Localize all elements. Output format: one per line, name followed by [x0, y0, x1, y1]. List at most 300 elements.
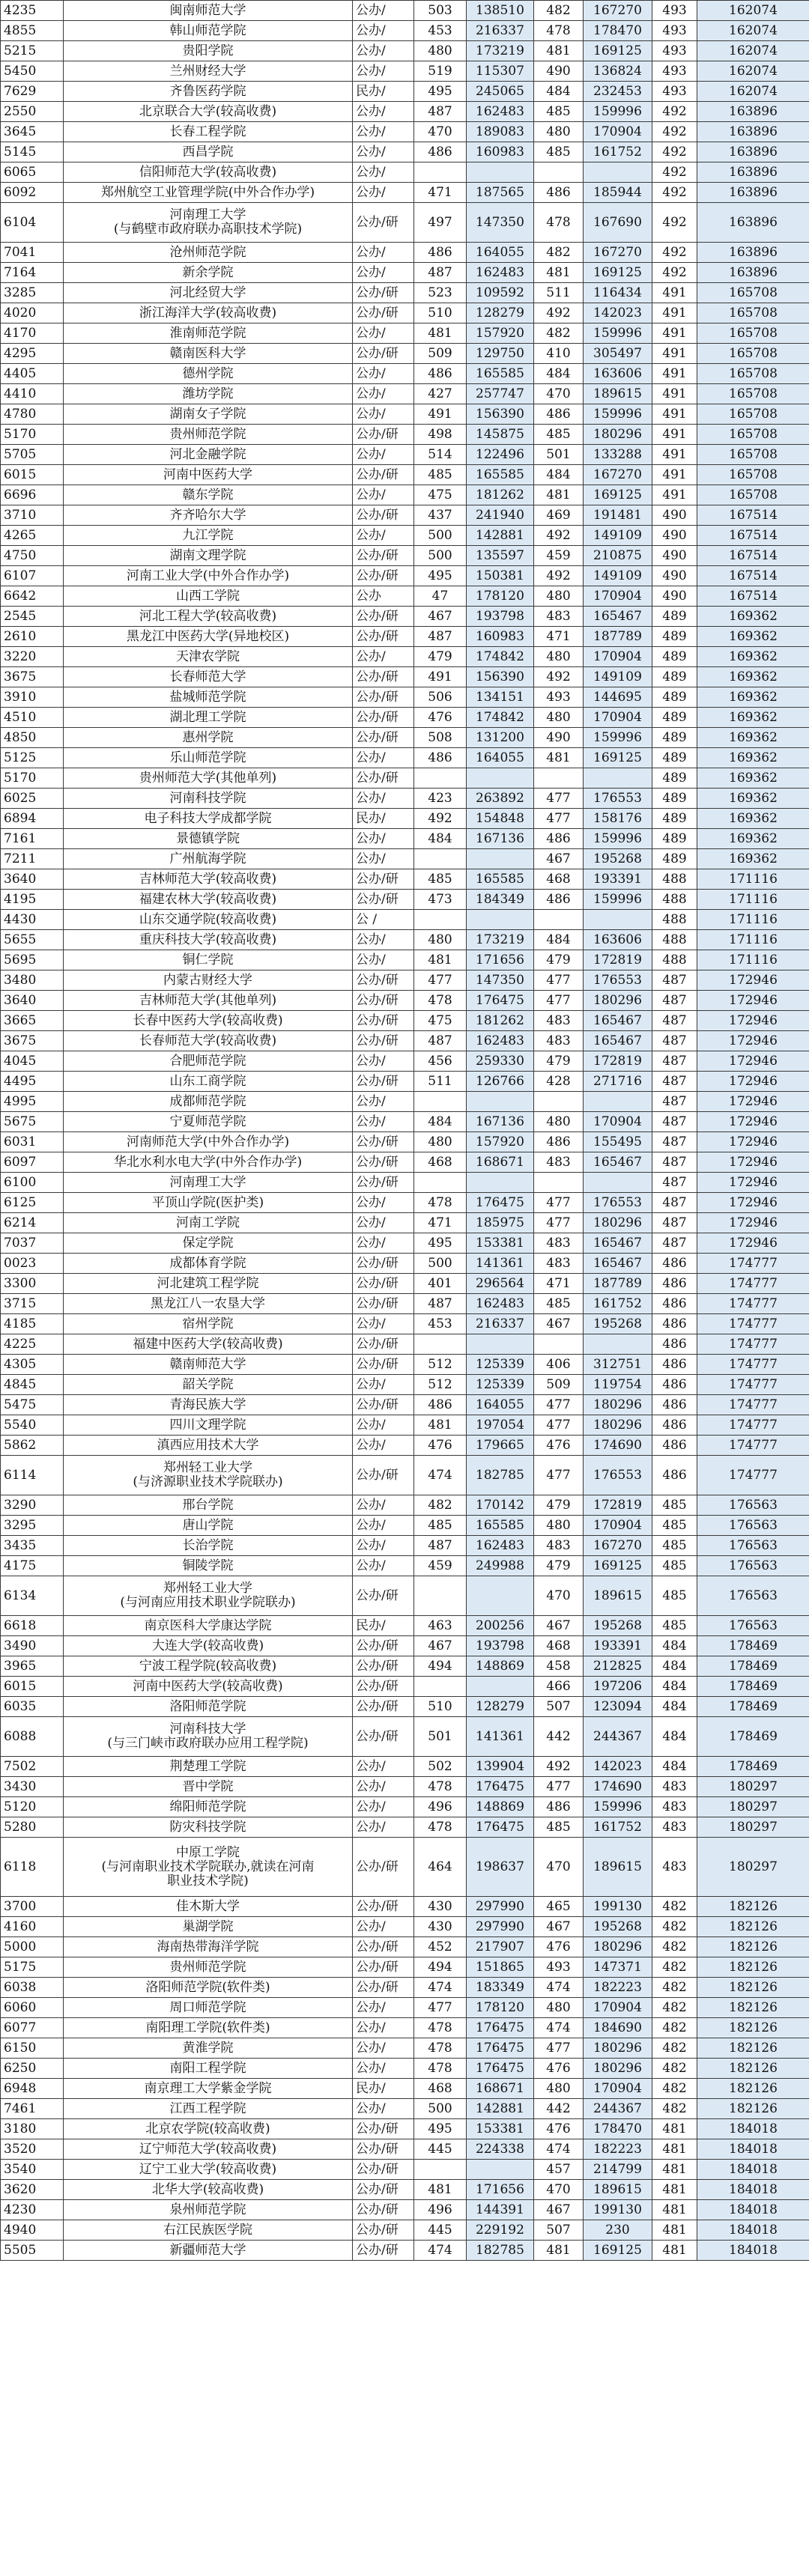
rank-c-cell: 182126 — [697, 1917, 809, 1937]
table-row — [1, 1957, 809, 1978]
score-b-cell: 485 — [534, 1817, 584, 1838]
school-type-cell: 公办/ — [353, 102, 414, 122]
rank-a-cell: 150381 — [467, 566, 534, 586]
score-b-cell: 479 — [534, 1051, 584, 1072]
rank-a-cell: 154848 — [467, 809, 534, 829]
score-c-cell: 485 — [652, 1576, 697, 1616]
school-name-cell: 闽南师范大学 — [64, 1, 353, 21]
school-code-cell: 6107 — [1, 566, 64, 586]
school-type-cell: 公办/ — [353, 1817, 414, 1838]
table-row — [1, 1897, 809, 1917]
rank-b-cell: 144695 — [584, 687, 652, 708]
school-code-cell: 5695 — [1, 950, 64, 970]
rank-a-cell — [467, 1677, 534, 1697]
score-b-cell: 509 — [534, 1375, 584, 1395]
school-code-cell: 6125 — [1, 1193, 64, 1213]
school-type-cell: 公办/ — [353, 1, 414, 21]
rank-c-cell: 169362 — [697, 708, 809, 728]
school-name-cell: 乐山师范学院 — [64, 748, 353, 768]
table-row — [1, 1152, 809, 1173]
school-type-cell: 公办/研 — [353, 1334, 414, 1355]
rank-a-cell: 168671 — [467, 1152, 534, 1173]
score-b-cell: 492 — [534, 667, 584, 687]
school-name-cell: 郑州轻工业大学 (与河南应用技术职业学院联办) — [64, 1576, 353, 1616]
school-name-cell: 宁夏师范学院 — [64, 1112, 353, 1132]
score-a-cell: 495 — [414, 82, 467, 102]
rank-b-cell: 189615 — [584, 1576, 652, 1616]
rank-a-cell: 185975 — [467, 1213, 534, 1233]
score-b-cell: 480 — [534, 647, 584, 667]
school-type-cell: 公办/ — [353, 485, 414, 505]
score-a-cell: 500 — [414, 1254, 467, 1274]
school-type-cell: 公办/研 — [353, 1274, 414, 1294]
score-c-cell: 481 — [652, 2241, 697, 2261]
school-code-cell: 4855 — [1, 21, 64, 41]
school-code-cell: 4995 — [1, 1092, 64, 1112]
table-row — [1, 102, 809, 122]
rank-a-cell: 181262 — [467, 1011, 534, 1031]
rank-b-cell: 176553 — [584, 970, 652, 991]
rank-a-cell: 145875 — [467, 425, 534, 445]
school-type-cell: 公办/ — [353, 2018, 414, 2038]
score-c-cell: 486 — [652, 1334, 697, 1355]
rank-a-cell: 126766 — [467, 1072, 534, 1092]
score-c-cell: 489 — [652, 789, 697, 809]
rank-b-cell: 193391 — [584, 1636, 652, 1656]
score-c-cell: 482 — [652, 2018, 697, 2038]
school-name-cell: 成都体育学院 — [64, 1254, 353, 1274]
rank-c-cell: 165708 — [697, 323, 809, 344]
rank-a-cell: 162483 — [467, 1031, 534, 1051]
score-b-cell: 486 — [534, 183, 584, 203]
rank-c-cell: 165708 — [697, 445, 809, 465]
rank-a-cell: 176475 — [467, 2038, 534, 2059]
school-type-cell: 公办/研 — [353, 1838, 414, 1897]
school-code-cell: 3665 — [1, 1011, 64, 1031]
table-row — [1, 849, 809, 869]
rank-c-cell: 182126 — [697, 2079, 809, 2099]
school-name-cell: 海南热带海洋学院 — [64, 1937, 353, 1957]
table-row — [1, 768, 809, 789]
score-c-cell: 487 — [652, 1072, 697, 1092]
rank-c-cell: 171116 — [697, 869, 809, 890]
table-row — [1, 1777, 809, 1797]
rank-b-cell: 170904 — [584, 647, 652, 667]
rank-b-cell: 165467 — [584, 1233, 652, 1254]
table-row — [1, 2180, 809, 2200]
school-name-cell: 辽宁工业大学(较高收费) — [64, 2160, 353, 2180]
rank-c-cell: 180297 — [697, 1838, 809, 1897]
score-c-cell: 483 — [652, 1817, 697, 1838]
score-a-cell: 495 — [414, 2119, 467, 2139]
rank-a-cell — [467, 1576, 534, 1616]
school-code-cell: 6088 — [1, 1717, 64, 1757]
rank-c-cell: 169362 — [697, 627, 809, 647]
school-code-cell: 3715 — [1, 1294, 64, 1314]
rank-c-cell: 165708 — [697, 303, 809, 323]
rank-c-cell: 176563 — [697, 1536, 809, 1556]
score-b-cell: 484 — [534, 465, 584, 485]
table-row — [1, 1274, 809, 1294]
table-row — [1, 1717, 809, 1757]
school-type-cell: 公办/研 — [353, 1355, 414, 1375]
score-a-cell: 494 — [414, 1957, 467, 1978]
table-row — [1, 1355, 809, 1375]
school-name-cell: 福建农林大学(较高收费) — [64, 890, 353, 910]
rank-c-cell: 178469 — [697, 1717, 809, 1757]
school-name-cell: 九江学院 — [64, 526, 353, 546]
score-c-cell: 489 — [652, 849, 697, 869]
score-c-cell: 482 — [652, 1917, 697, 1937]
table-row — [1, 890, 809, 910]
school-type-cell: 公办/研 — [353, 1677, 414, 1697]
rank-b-cell: 172819 — [584, 950, 652, 970]
table-row — [1, 162, 809, 183]
school-code-cell: 4195 — [1, 890, 64, 910]
table-row — [1, 1112, 809, 1132]
table-row — [1, 243, 809, 263]
table-row — [1, 1254, 809, 1274]
table-row — [1, 991, 809, 1011]
table-row — [1, 485, 809, 505]
rank-b-cell: 191481 — [584, 505, 652, 526]
school-name-cell: 平顶山学院(医护类) — [64, 1193, 353, 1213]
score-c-cell: 482 — [652, 2099, 697, 2119]
rank-c-cell: 184018 — [697, 2241, 809, 2261]
school-code-cell: 4940 — [1, 2220, 64, 2241]
school-name-cell: 河北工程大学(较高收费) — [64, 607, 353, 627]
table-row — [1, 748, 809, 768]
rank-b-cell: 142023 — [584, 303, 652, 323]
rank-a-cell — [467, 768, 534, 789]
score-a-cell: 486 — [414, 1395, 467, 1415]
table-row — [1, 1978, 809, 1998]
rank-b-cell: 182223 — [584, 1978, 652, 1998]
score-b-cell: 483 — [534, 1536, 584, 1556]
score-c-cell: 489 — [652, 627, 697, 647]
school-type-cell: 公办/ — [353, 1436, 414, 1456]
school-type-cell: 公办/ — [353, 263, 414, 283]
score-b-cell: 477 — [534, 970, 584, 991]
school-code-cell: 7041 — [1, 243, 64, 263]
school-name-cell: 北华大学(较高收费) — [64, 2180, 353, 2200]
score-c-cell: 491 — [652, 404, 697, 425]
score-a-cell: 486 — [414, 243, 467, 263]
school-type-cell: 公办/研 — [353, 869, 414, 890]
score-c-cell: 482 — [652, 1937, 697, 1957]
table-row — [1, 2220, 809, 2241]
rank-b-cell: 178470 — [584, 2119, 652, 2139]
rank-b-cell: 163606 — [584, 930, 652, 950]
table-row — [1, 1031, 809, 1051]
rank-b-cell: 189615 — [584, 384, 652, 404]
score-b-cell: 469 — [534, 505, 584, 526]
rank-c-cell: 167514 — [697, 526, 809, 546]
school-type-cell: 公办/ — [353, 1051, 414, 1072]
rank-b-cell: 161752 — [584, 1817, 652, 1838]
rank-c-cell: 169362 — [697, 607, 809, 627]
school-name-cell: 北京联合大学(较高收费) — [64, 102, 353, 122]
rank-a-cell: 167136 — [467, 829, 534, 849]
school-type-cell: 公办/ — [353, 323, 414, 344]
score-b-cell: 467 — [534, 849, 584, 869]
school-type-cell: 公办/研 — [353, 708, 414, 728]
score-a-cell: 485 — [414, 465, 467, 485]
school-name-cell: 周口师范学院 — [64, 1998, 353, 2018]
score-b-cell: 481 — [534, 2241, 584, 2261]
rank-c-cell: 176563 — [697, 1556, 809, 1576]
rank-b-cell: 195268 — [584, 1314, 652, 1334]
score-a-cell: 478 — [414, 2059, 467, 2079]
rank-c-cell: 172946 — [697, 1031, 809, 1051]
score-b-cell: 481 — [534, 41, 584, 61]
table-row — [1, 809, 809, 829]
rank-c-cell: 163896 — [697, 122, 809, 142]
score-c-cell: 486 — [652, 1314, 697, 1334]
school-code-cell: 7461 — [1, 2099, 64, 2119]
rank-b-cell: 187789 — [584, 627, 652, 647]
score-b-cell: 458 — [534, 1656, 584, 1677]
rank-c-cell: 172946 — [697, 1193, 809, 1213]
school-name-cell: 泉州师范学院 — [64, 2200, 353, 2220]
school-code-cell: 3640 — [1, 869, 64, 890]
school-code-cell: 3675 — [1, 667, 64, 687]
school-code-cell: 5655 — [1, 930, 64, 950]
rank-a-cell: 224338 — [467, 2139, 534, 2160]
school-type-cell: 公办/ — [353, 41, 414, 61]
rank-b-cell: 187789 — [584, 1274, 652, 1294]
rank-a-cell: 131200 — [467, 728, 534, 748]
school-code-cell: 5280 — [1, 1817, 64, 1838]
school-type-cell: 公办/研 — [353, 970, 414, 991]
score-c-cell: 492 — [652, 102, 697, 122]
score-b-cell: 485 — [534, 102, 584, 122]
school-code-cell: 5505 — [1, 2241, 64, 2261]
score-a-cell: 470 — [414, 122, 467, 142]
rank-b-cell: 189615 — [584, 2180, 652, 2200]
table-row — [1, 283, 809, 303]
school-type-cell: 公办/ — [353, 384, 414, 404]
table-row — [1, 2119, 809, 2139]
school-type-cell: 公办/ — [353, 61, 414, 82]
school-name-cell: 景德镇学院 — [64, 829, 353, 849]
school-name-cell: 青海民族大学 — [64, 1395, 353, 1415]
school-code-cell: 4265 — [1, 526, 64, 546]
rank-c-cell: 172946 — [697, 970, 809, 991]
school-type-cell: 公办/ — [353, 21, 414, 41]
rank-c-cell: 163896 — [697, 203, 809, 243]
score-b-cell: 477 — [534, 789, 584, 809]
rank-a-cell — [467, 849, 534, 869]
table-row — [1, 1656, 809, 1677]
table-row — [1, 2059, 809, 2079]
score-c-cell: 482 — [652, 2079, 697, 2099]
score-a-cell: 437 — [414, 505, 467, 526]
rank-c-cell: 171116 — [697, 950, 809, 970]
score-b-cell: 485 — [534, 1294, 584, 1314]
score-b-cell: 459 — [534, 546, 584, 566]
score-b-cell: 477 — [534, 991, 584, 1011]
score-b-cell: 474 — [534, 2139, 584, 2160]
score-a-cell — [414, 1576, 467, 1616]
table-row — [1, 41, 809, 61]
school-code-cell: 3480 — [1, 970, 64, 991]
score-c-cell: 489 — [652, 768, 697, 789]
rank-a-cell: 142881 — [467, 526, 534, 546]
rank-c-cell: 163896 — [697, 162, 809, 183]
rank-b-cell: 182223 — [584, 2139, 652, 2160]
score-c-cell: 486 — [652, 1294, 697, 1314]
school-type-cell: 公办/ — [353, 1797, 414, 1817]
score-c-cell: 487 — [652, 1092, 697, 1112]
rank-a-cell: 164055 — [467, 243, 534, 263]
score-b-cell: 480 — [534, 122, 584, 142]
school-code-cell: 6948 — [1, 2079, 64, 2099]
rank-a-cell: 173219 — [467, 41, 534, 61]
rank-c-cell: 182126 — [697, 1978, 809, 1998]
score-c-cell: 487 — [652, 1011, 697, 1031]
rank-b-cell: 165467 — [584, 1254, 652, 1274]
rank-c-cell: 182126 — [697, 2099, 809, 2119]
score-a-cell: 497 — [414, 203, 467, 243]
rank-a-cell: 187565 — [467, 183, 534, 203]
rank-b-cell: 180296 — [584, 2038, 652, 2059]
score-c-cell: 484 — [652, 1717, 697, 1757]
score-a-cell: 456 — [414, 1051, 467, 1072]
score-c-cell: 491 — [652, 344, 697, 364]
score-b-cell: 493 — [534, 1957, 584, 1978]
school-type-cell: 公办/研 — [353, 1031, 414, 1051]
rank-b-cell: 170904 — [584, 1998, 652, 2018]
rank-a-cell: 197054 — [467, 1415, 534, 1436]
school-type-cell: 公办/研 — [353, 607, 414, 627]
rank-b-cell: 210875 — [584, 546, 652, 566]
rank-c-cell: 165708 — [697, 344, 809, 364]
table-row — [1, 1917, 809, 1937]
table-row — [1, 1576, 809, 1616]
rank-b-cell: 176553 — [584, 789, 652, 809]
rank-a-cell: 170142 — [467, 1495, 534, 1516]
school-type-cell: 公办/ — [353, 1777, 414, 1797]
rank-c-cell: 182126 — [697, 1998, 809, 2018]
rank-c-cell: 165708 — [697, 425, 809, 445]
school-name-cell: 成都师范学院 — [64, 1092, 353, 1112]
score-c-cell: 489 — [652, 667, 697, 687]
rank-a-cell: 176475 — [467, 1817, 534, 1838]
rank-a-cell: 174842 — [467, 647, 534, 667]
rank-c-cell: 174777 — [697, 1355, 809, 1375]
score-c-cell: 487 — [652, 1173, 697, 1193]
school-name-cell: 华北水利水电大学(中外合作办学) — [64, 1152, 353, 1173]
school-type-cell: 公办/ — [353, 1375, 414, 1395]
score-a-cell: 481 — [414, 2180, 467, 2200]
rank-c-cell: 178469 — [697, 1697, 809, 1717]
table-row — [1, 323, 809, 344]
table-row — [1, 82, 809, 102]
school-code-cell: 5170 — [1, 768, 64, 789]
score-c-cell: 485 — [652, 1495, 697, 1516]
school-code-cell: 6100 — [1, 1173, 64, 1193]
score-b-cell: 484 — [534, 364, 584, 384]
score-c-cell: 491 — [652, 303, 697, 323]
rank-a-cell: 249988 — [467, 1556, 534, 1576]
school-code-cell: 3910 — [1, 687, 64, 708]
rank-a-cell: 162483 — [467, 1294, 534, 1314]
rank-c-cell: 184018 — [697, 2160, 809, 2180]
rank-a-cell: 181262 — [467, 485, 534, 505]
rank-a-cell: 193798 — [467, 1636, 534, 1656]
score-b-cell: 492 — [534, 526, 584, 546]
score-b-cell: 467 — [534, 2200, 584, 2220]
score-a-cell: 487 — [414, 1536, 467, 1556]
score-b-cell: 486 — [534, 1132, 584, 1152]
school-code-cell: 2545 — [1, 607, 64, 627]
score-a-cell: 468 — [414, 2079, 467, 2099]
table-row — [1, 789, 809, 809]
score-a-cell: 476 — [414, 708, 467, 728]
school-type-cell: 民办/ — [353, 82, 414, 102]
rank-b-cell: 195268 — [584, 1616, 652, 1636]
score-a-cell: 508 — [414, 728, 467, 748]
school-name-cell: 北京农学院(较高收费) — [64, 2119, 353, 2139]
table-row — [1, 1213, 809, 1233]
score-b-cell: 484 — [534, 82, 584, 102]
score-b-cell — [534, 162, 584, 183]
rank-b-cell: 170904 — [584, 1112, 652, 1132]
school-name-cell: 铜陵学院 — [64, 1556, 353, 1576]
school-code-cell: 5145 — [1, 142, 64, 162]
rank-b-cell: 232453 — [584, 82, 652, 102]
table-row — [1, 910, 809, 930]
score-c-cell: 491 — [652, 485, 697, 505]
school-name-cell: 吉林师范大学(其他单列) — [64, 991, 353, 1011]
score-c-cell: 482 — [652, 1998, 697, 2018]
score-a-cell: 477 — [414, 970, 467, 991]
rank-a-cell: 160983 — [467, 142, 534, 162]
rank-c-cell: 174777 — [697, 1314, 809, 1334]
table-row — [1, 2018, 809, 2038]
score-a-cell: 47 — [414, 586, 467, 607]
rank-a-cell: 141361 — [467, 1254, 534, 1274]
rank-c-cell: 169362 — [697, 829, 809, 849]
school-type-cell: 公办/研 — [353, 627, 414, 647]
table-row — [1, 728, 809, 748]
score-a-cell: 506 — [414, 687, 467, 708]
score-c-cell: 493 — [652, 41, 697, 61]
score-c-cell: 492 — [652, 162, 697, 183]
rank-b-cell: 169125 — [584, 263, 652, 283]
score-a-cell: 496 — [414, 1797, 467, 1817]
school-type-cell: 公 / — [353, 910, 414, 930]
score-b-cell: 480 — [534, 1516, 584, 1536]
rank-b-cell: 312751 — [584, 1355, 652, 1375]
school-name-cell: 邢台学院 — [64, 1495, 353, 1516]
rank-c-cell: 171116 — [697, 910, 809, 930]
score-c-cell: 484 — [652, 1636, 697, 1656]
table-row — [1, 61, 809, 82]
school-type-cell: 公办/ — [353, 950, 414, 970]
rank-a-cell: 297990 — [467, 1897, 534, 1917]
table-row — [1, 1516, 809, 1536]
school-name-cell: 长治学院 — [64, 1536, 353, 1556]
table-row — [1, 1937, 809, 1957]
school-code-cell: 7164 — [1, 263, 64, 283]
score-b-cell: 479 — [534, 1556, 584, 1576]
rank-c-cell: 184018 — [697, 2180, 809, 2200]
school-type-cell: 公办/研 — [353, 2180, 414, 2200]
school-type-cell: 公办/ — [353, 1998, 414, 2018]
school-type-cell: 公办/ — [353, 183, 414, 203]
